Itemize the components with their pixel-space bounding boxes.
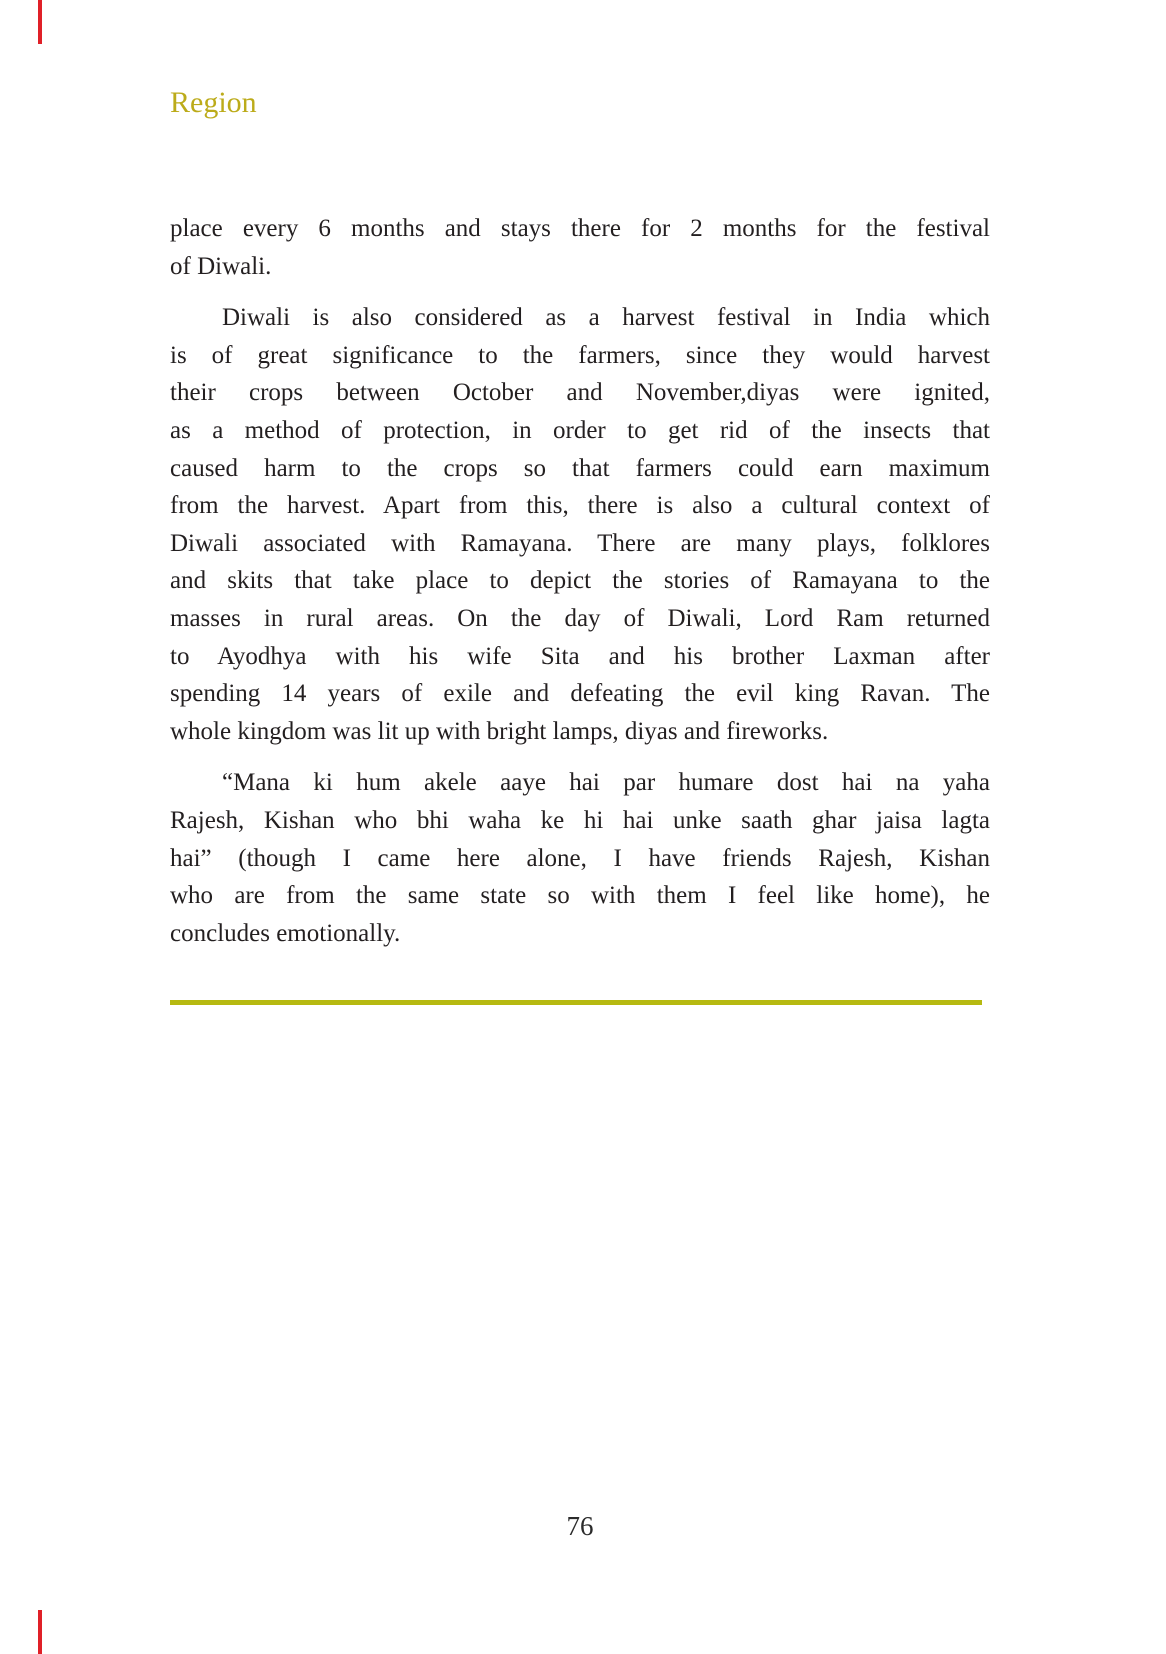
text-line: who are from the same state so with them I feel like home), he: [170, 882, 990, 910]
paragraph: [170, 764, 990, 952]
text-line: to Ayodhya with his wife Sita and his brother Laxman after: [170, 642, 990, 670]
page-content: [170, 0, 990, 1545]
text-line: “Mana ki hum akele aaye hai par humare dost hai na yaha: [222, 769, 990, 797]
section-divider-rule: [170, 1000, 982, 1005]
text-line: caused harm to the crops so that farmers could earn maximum: [170, 454, 990, 482]
text-line: Diwali is also considered as a harvest festival in India which: [222, 304, 990, 332]
page-number: 76: [566, 1511, 594, 1542]
text-line: of Diwali.: [170, 252, 272, 280]
paragraph: [170, 210, 990, 285]
text-line: is of great significance to the farmers, since they would harvest: [170, 341, 990, 369]
text-line: Diwali associated with Ramayana. There are many plays, folklores: [170, 529, 990, 557]
paragraph: [170, 299, 990, 750]
text-line: masses in rural areas. On the day of Diwali, Lord Ram returned: [170, 604, 990, 632]
text-line: spending 14 years of exile and defeating the evil king Ravan. The: [170, 680, 990, 708]
text-line: their crops between October and November,diyas were ignited,: [170, 379, 990, 407]
text-line: as a method of protection, in order to get rid of the insects that: [170, 416, 990, 444]
text-line: concludes emotionally.: [170, 919, 401, 947]
crop-mark-top: [38, 0, 42, 44]
text-line: from the harvest. Apart from this, there is also a cultural context of: [170, 492, 990, 520]
body-text: [170, 210, 990, 952]
text-line: place every 6 months and stays there for 2 months for the festival: [170, 215, 990, 242]
running-header: Region: [170, 86, 257, 119]
text-line: whole kingdom was lit up with bright lamps, diyas and fireworks.: [170, 717, 829, 745]
text-line: hai” (though I came here alone, I have friends Rajesh, Kishan: [170, 844, 990, 872]
text-line: Rajesh, Kishan who bhi waha ke hi hai unke saath ghar jaisa lagta: [170, 806, 990, 834]
crop-mark-bottom: [38, 1610, 42, 1654]
text-line: and skits that take place to depict the stories of Ramayana to the: [170, 567, 990, 595]
